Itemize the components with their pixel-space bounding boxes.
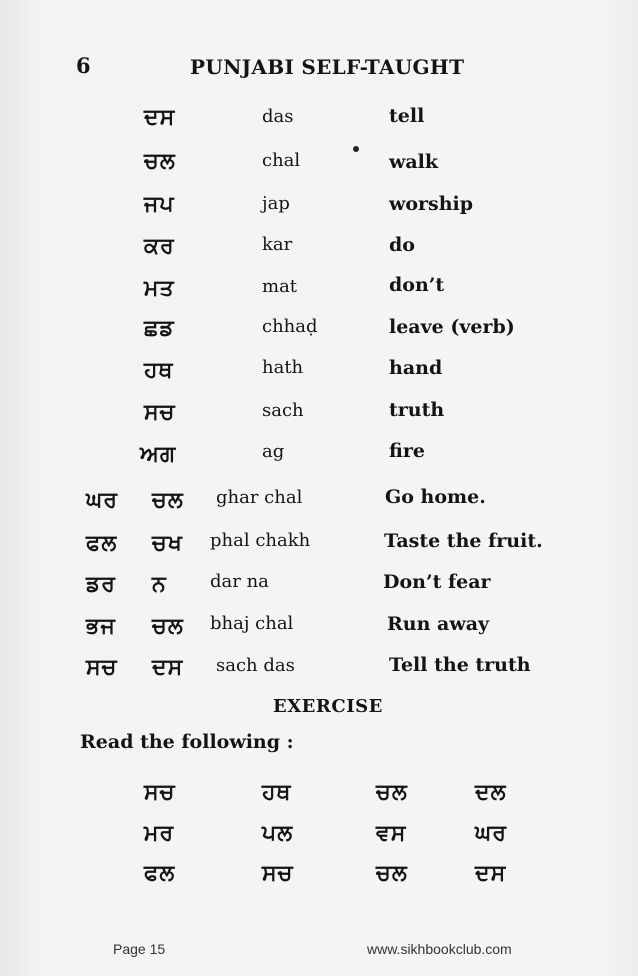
phrase-roman: dar na (210, 571, 269, 592)
vocab-roman: kar (262, 234, 293, 255)
phrase-punjabi-1: ਭਜ (86, 613, 116, 639)
exercise-word: ਘਰ (475, 820, 508, 846)
phrase-roman: sach das (216, 655, 295, 676)
phrase-english: Run away (387, 613, 490, 635)
phrase-punjabi-2: ਚਲ (152, 487, 184, 513)
phrase-punjabi-2: ਦਸ (152, 654, 184, 680)
exercise-word: ਵਸ (376, 820, 407, 846)
phrase-punjabi-2: ਨ (152, 571, 167, 597)
vocab-roman: sach (262, 400, 304, 421)
vocab-roman: chal (262, 150, 301, 171)
exercise-word: ਚਲ (376, 779, 408, 805)
exercise-word: ਸਚ (144, 779, 176, 805)
vocab-english: hand (389, 357, 443, 379)
phrase-punjabi-1: ਫਲ (86, 530, 118, 556)
phrase-english: Go home. (385, 486, 486, 508)
vocab-punjabi: ਦਸ (144, 104, 176, 130)
phrase-english: Taste the fruit. (384, 530, 543, 552)
vocab-roman: ag (262, 441, 285, 462)
vocab-english: fire (389, 440, 425, 462)
vocab-roman: chhaḍ (262, 316, 318, 337)
exercise-word: ਫਲ (144, 860, 176, 886)
phrase-roman: ghar chal (216, 487, 303, 508)
page-header-title: PUNJABI SELF-TAUGHT (190, 55, 465, 79)
print-speck (353, 146, 359, 152)
vocab-roman: das (262, 106, 294, 127)
exercise-word: ਦਲ (475, 779, 507, 805)
exercise-word: ਦਸ (475, 860, 507, 886)
vocab-punjabi: ਚਲ (144, 148, 176, 174)
vocab-roman: hath (262, 357, 304, 378)
vocab-punjabi: ਹਥ (144, 357, 174, 383)
exercise-word: ਮਰ (144, 820, 175, 846)
phrase-english: Tell the truth (389, 654, 531, 676)
phrase-punjabi-1: ਘਰ (86, 487, 119, 513)
exercise-word: ਚਲ (376, 860, 408, 886)
vocab-punjabi: ਸਚ (144, 399, 176, 425)
phrase-roman: phal chakh (210, 530, 311, 551)
exercise-word: ਸਚ (262, 860, 294, 886)
vocab-roman: mat (262, 276, 298, 297)
vocab-english: do (389, 234, 415, 256)
footer-website[interactable]: www.sikhbookclub.com (367, 941, 512, 957)
vocab-roman: jap (262, 193, 290, 214)
vocab-english: leave (verb) (389, 316, 515, 338)
vocab-punjabi: ਜਪ (144, 191, 175, 217)
phrase-punjabi-1: ਸਚ (86, 654, 118, 680)
footer-page-label: Page 15 (113, 941, 166, 957)
vocab-english: truth (389, 399, 445, 421)
vocab-punjabi: ਮਤ (144, 275, 175, 301)
phrase-punjabi-1: ਡਰ (86, 571, 116, 597)
phrase-punjabi-2: ਚਲ (152, 613, 184, 639)
exercise-instruction: Read the following : (80, 731, 294, 753)
phrase-roman: bhaj chal (210, 613, 294, 634)
vocab-punjabi: ਅਗ (140, 441, 177, 467)
phrase-punjabi-2: ਚਖ (152, 530, 183, 556)
vocab-english: don’t (389, 274, 445, 296)
vocab-english: worship (389, 193, 474, 215)
vocab-punjabi: ਛਡ (144, 315, 175, 341)
vocab-english: walk (389, 151, 439, 173)
exercise-title: EXERCISE (273, 696, 383, 717)
exercise-word: ਹਥ (262, 779, 292, 805)
page-number: 6 (76, 53, 91, 78)
exercise-word: ਪਲ (262, 820, 294, 846)
vocab-punjabi: ਕਰ (144, 233, 175, 259)
phrase-english: Don’t fear (383, 571, 491, 593)
vocab-english: tell (389, 105, 425, 127)
